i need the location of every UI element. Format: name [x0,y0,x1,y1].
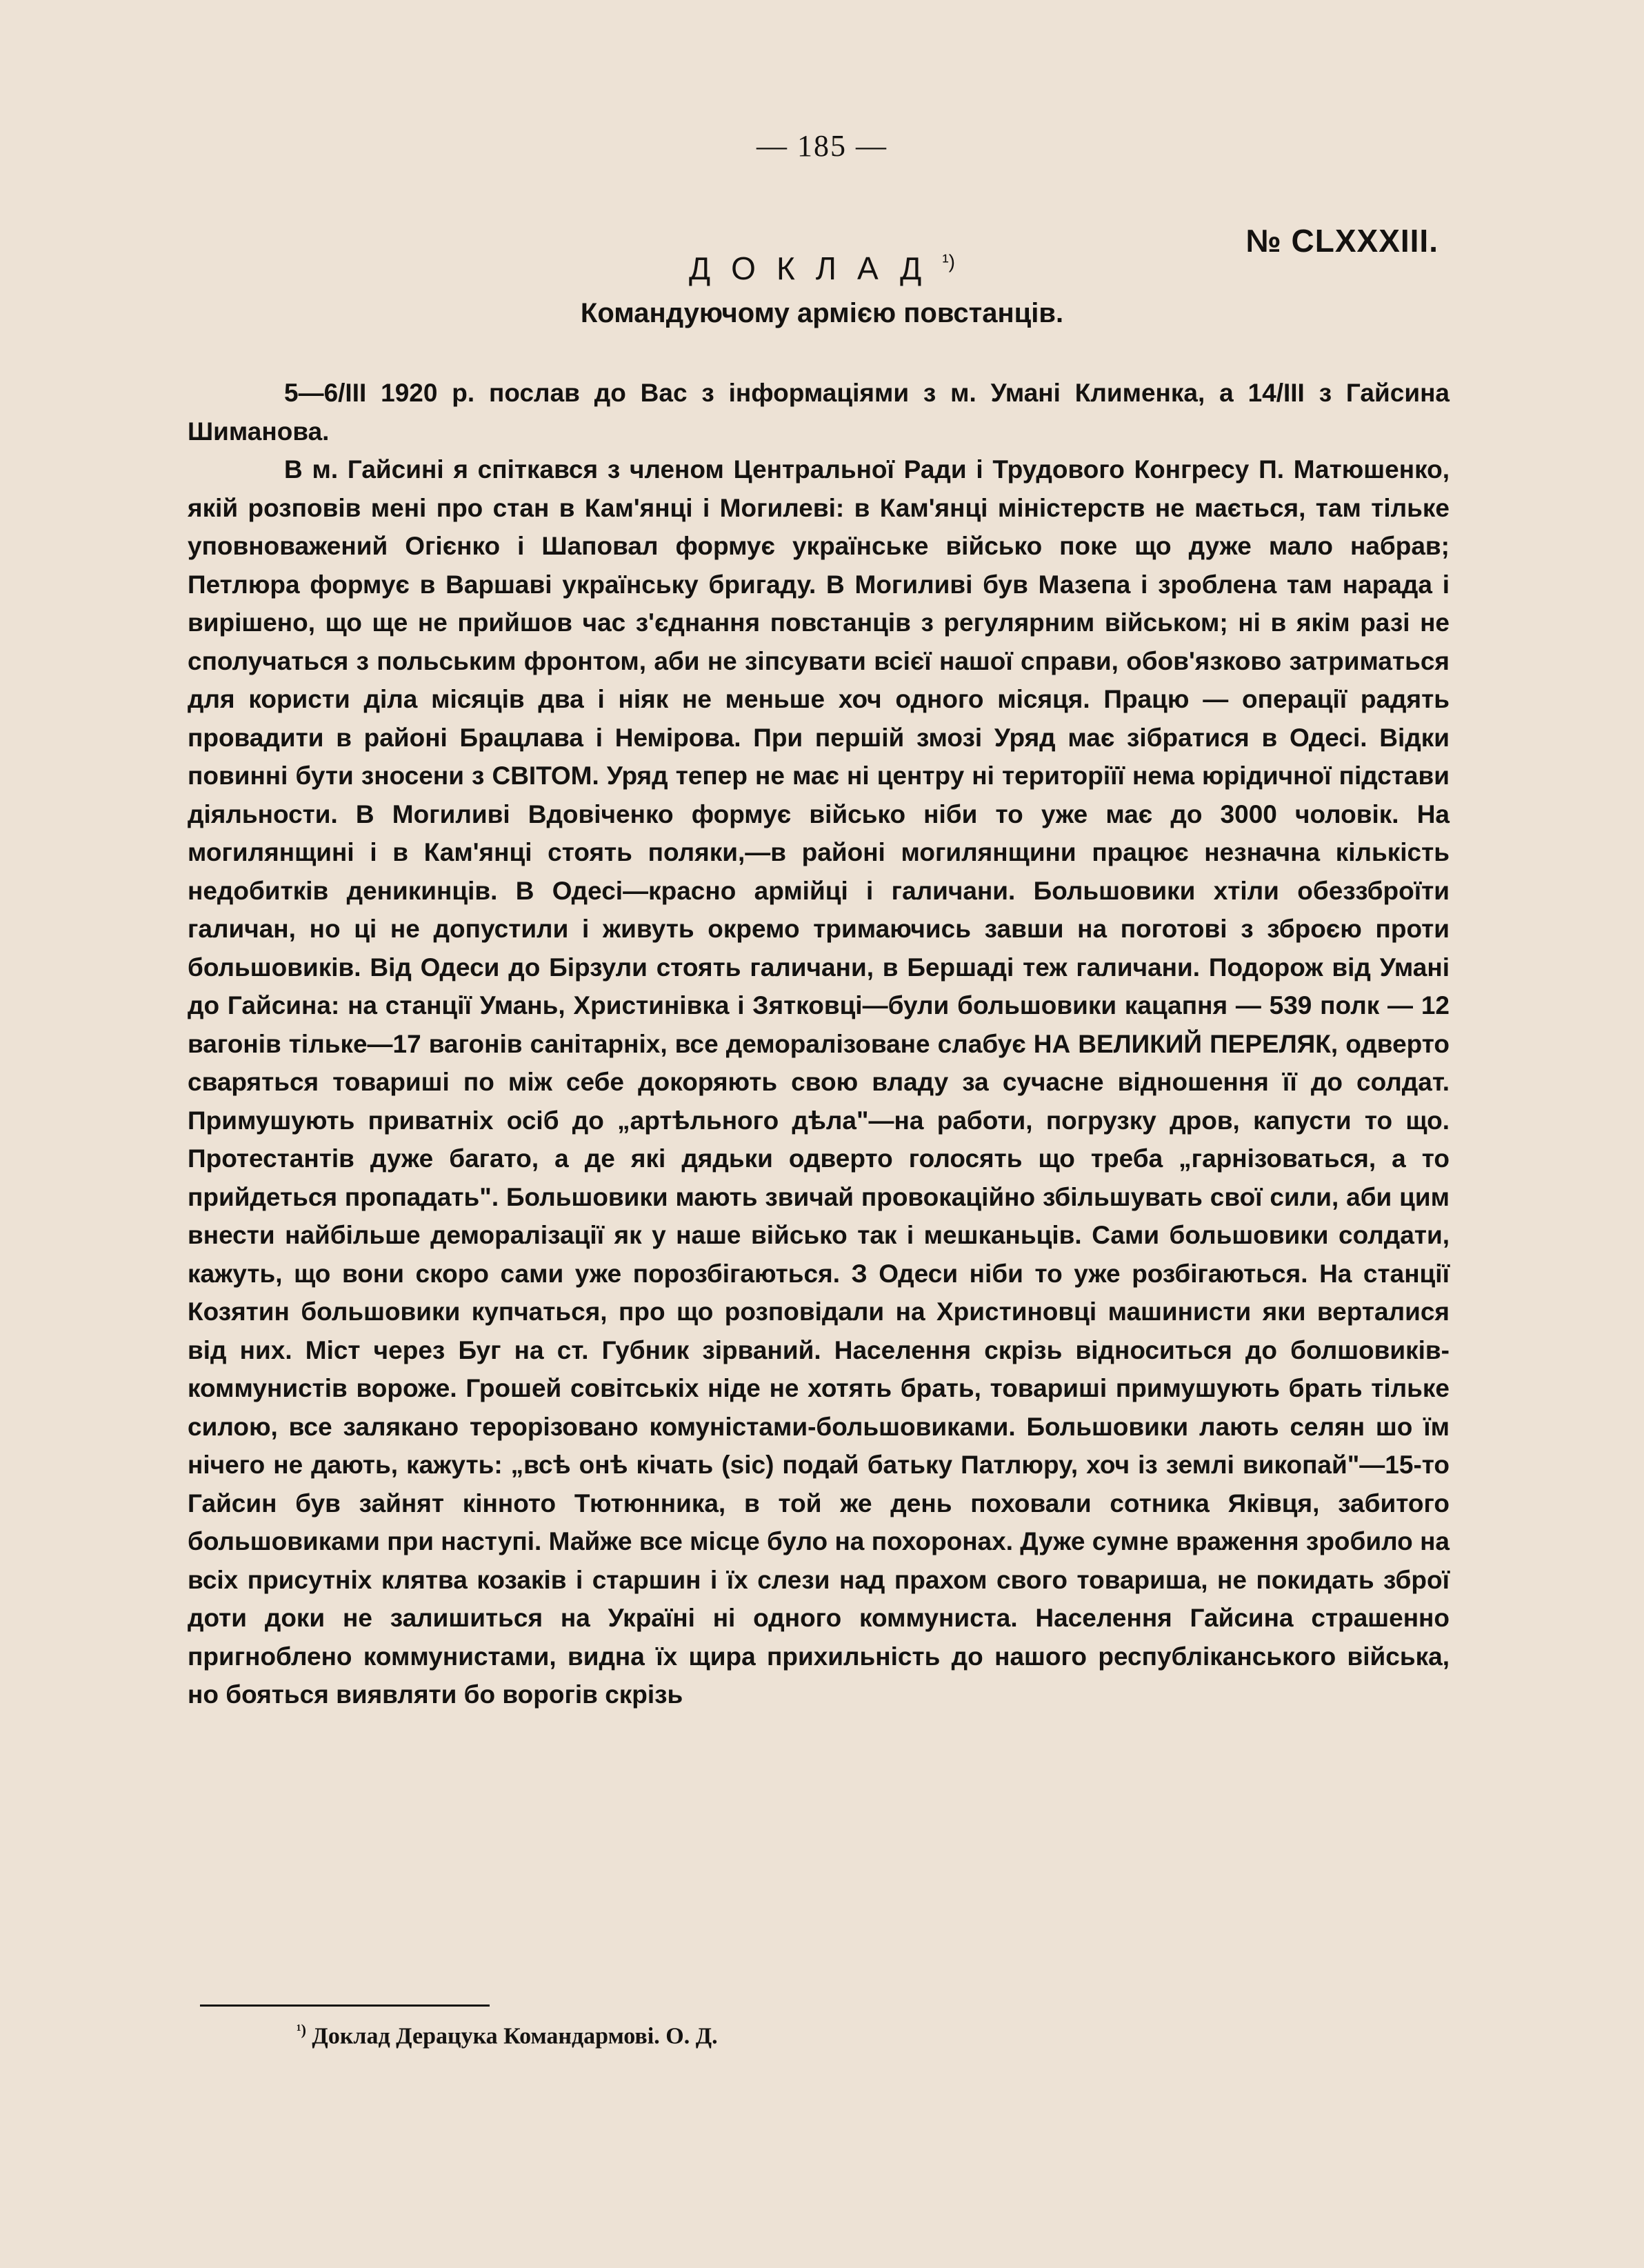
paragraph-2: В м. Гайсині я спіткався з членом Центральної Ради і Трудового Конгресу П. Матюшенко, якій розповів мені про стан в Кам'янці і Могилеві: в Кам'янці міністерств не мається, там тільке уповноважений Огієнко і Шаповал формує українське військо поке що дуже мало набрав; Петлюра формує в Варшаві українську бригаду. В Могиливі був Мазепа і зроблена там нарада і вирішено, що ще не прийшов час з'єднання повстанців з регулярним військом; ні в якім разі не сполучаться з польським фронтом, аби не зіпсувати всієї нашої справи, обов'язково затриматься для користи діла місяців два і ніяк не меньше хоч одного місяця. Працю — операції радять провадити в районі Брацлава і Немірова. При першій змозі Уряд має зібратися в Одесі. Відки повинні бути зносени з СВІТОМ. Уряд тепер не має ні центру ні територіїї нема юрідичної підстави діяльности. В Могиливі Вдовіченко формує військо ніби то уже має до 3000 чоловік. На могилянщині і в Кам'янці стоять поляки,—в районі могилянщини працює незначна кількість недобитків деникинців. В Одесі—красно армійці і галичани. Большовики хтіли обеззброїти галичан, но ці не допустили і живуть окремо тримаючись завши на поготові з зброєю проти большовиків. Від Одеси до Бірзули стоять галичани, в Бершаді теж галичани. Подорож від Умані до Гайсина: на станції Умань, Христинівка і Зятковці—були большовики кацапня — 539 полк — 12 вагонів тільке—17 вагонів санітарніх, все деморалізоване слабує НА ВЕЛИКИЙ ПЕРЕЛЯК, одверто сваряться товариші по між себе докоряють свою владу за сучасне відношення її до солдат. Примушують приватніх осіб до „артѣльного дѣла"—на работи, погрузку дров, капусти то що. Протестантів дуже багато, а де які дядьки одверто голосять що треба „гарнізоваться, а то прийдеться пропадать". Большовики мають звичай провокаційно збільшувать свої сили, аби цим внести найбільше деморалізації як у наше військо так і мешканьців. Сами большовики солдати, кажуть, що вони скоро сами уже порозбігаються. З Одеси ніби то уже розбігаються. На станції Козятин большовики купчаться, про що розповідали на Христиновці машинисти яки верталися від них. Міст через Буг на ст. Губник зірваний. Населення скрізь відноситься до болшовиків-коммунистів вороже. Грошей совітськіх ніде не хотять брать, товариші примушують брать тільке силою, все залякано терорізовано комуністами-большовиками. Большовики лають селян шо їм нічего не дають, кажуть: „всѣ онѣ кічать (sic) подай батьку Патлюру, хоч із землі викопай"—15-то Гайсин був зайнят кінното Тютюнника, в той же день поховали сотника Яківця, забитого большовиками при наступі. Майже все місце було на похоронах. Дуже сумне враження зробило на всіх присутніх клятва козаків і старшин і їх слези над прахом свого товариша, не покидать зброї доти доки не залишиться на Україні ні одного коммуниста. Населення Гайсина страшенно пригноблено коммунистами, видна їх щира прихильність до нашого республіканського війська, но бояться виявляти бо ворогів скрізь [188,455,1450,1709]
footnote [297,2021,718,2049]
footnote-divider [200,2005,490,2007]
document-title [0,250,1644,287]
title-footnote-marker: ¹) [942,250,955,272]
footnote-marker: ¹) [297,2021,306,2038]
document-body [188,374,1450,1714]
paragraph-1: 5—6/III 1920 р. послав до Вас з інформаціями з м. Умані Клименка, а 14/III з Гайсина Шиманова. [188,379,1450,446]
document-title-text: ДОКЛАД [689,250,943,286]
document-number: № CLXXXIII. [1245,223,1438,259]
footnote-text: Доклад Дерацука Командармові. О. Д. [312,2023,718,2049]
document-subtitle: Командуючому армією повстанців. [580,298,1064,328]
page-number: — 185 — [756,129,888,163]
